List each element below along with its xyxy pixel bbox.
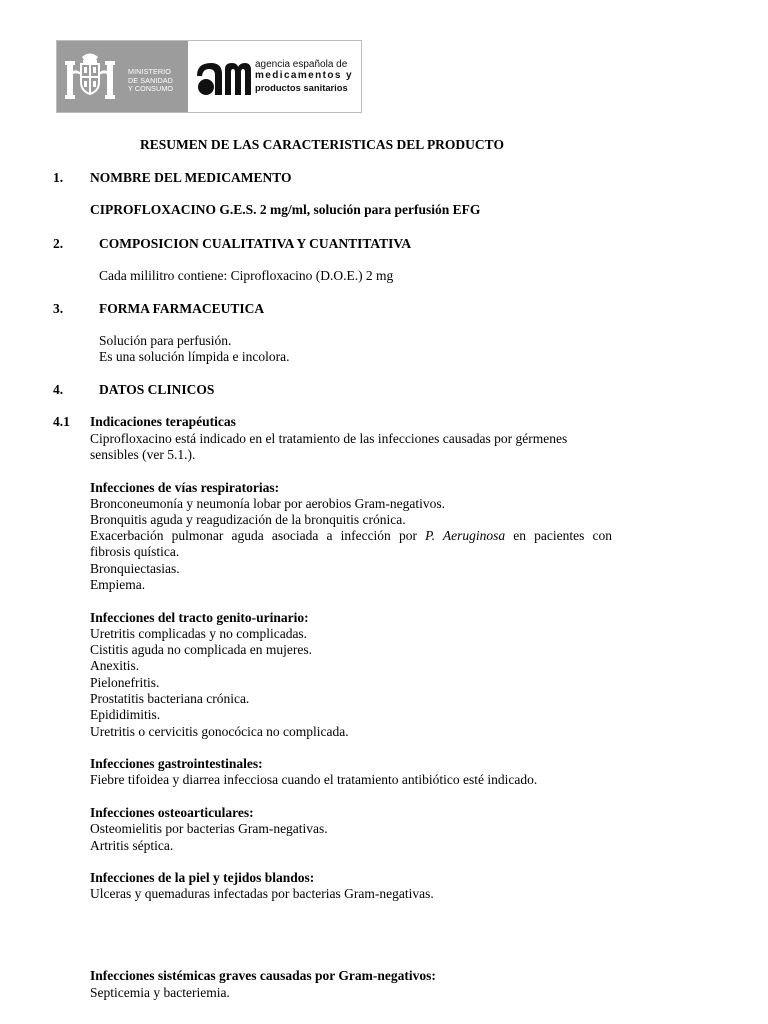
agency-name	[255, 59, 353, 93]
text-run: Exacerbación pulmonar aguda asociada a infección por	[90, 528, 417, 543]
indication-item: Cistitis aguda no complicada en mujeres.	[90, 642, 312, 657]
aemps-logo-icon	[194, 57, 252, 97]
indication-item: Anexitis.	[90, 658, 140, 673]
indication-item: Ulceras y quemaduras infectadas por bacterias Gram-negativas.	[90, 886, 434, 901]
indication-item: Pielonefritis.	[90, 675, 160, 690]
section-number: 4.	[53, 382, 64, 397]
indication-item: Empiema.	[90, 577, 146, 592]
ministry-name	[128, 68, 188, 94]
agency-logo-banner	[56, 40, 362, 113]
indication-item: fibrosis quística.	[90, 544, 180, 559]
indication-item: Uretritis o cervicitis gonocócica no complicada.	[90, 724, 349, 739]
agency-line: productos sanitarios	[255, 81, 348, 93]
indication-item: Prostatitis bacteriana crónica.	[90, 691, 250, 706]
subsection-heading: Indicaciones terapéuticas	[90, 414, 236, 429]
subsection-number: 4.1	[53, 414, 70, 429]
body-line: Ciprofloxacino está indicado en el tratamiento de las infecciones causadas por gérmenes	[90, 431, 568, 446]
section-heading: DATOS CLINICOS	[99, 382, 215, 397]
ministry-logo	[57, 41, 188, 112]
indication-heading: Infecciones de vías respiratorias:	[90, 480, 280, 495]
section-heading: FORMA FARMACEUTICA	[99, 301, 265, 316]
body-line: Es una solución límpida e incolora.	[99, 349, 290, 364]
text-run: en pacientes con	[513, 528, 613, 543]
indication-heading: Infecciones gastrointestinales:	[90, 756, 263, 771]
indication-item: Bronconeumonía y neumonía lobar por aerobios Gram-negativos.	[90, 496, 446, 511]
indication-item	[90, 528, 612, 544]
indication-item: Epididimitis.	[90, 707, 161, 722]
organism-name: P. Aeruginosa	[425, 528, 506, 543]
agency-line: medicamentos y	[255, 70, 353, 82]
composition-text: Cada mililitro contiene: Ciprofloxacino (D.O.E.) 2 mg	[99, 268, 394, 283]
coat-of-arms-icon	[65, 49, 115, 105]
section-number: 2.	[53, 236, 64, 251]
ministry-line: Y CONSUMO	[128, 84, 174, 94]
indication-item: Bronquiectasias.	[90, 561, 180, 576]
section-number: 1.	[53, 170, 64, 185]
indication-item: Bronquitis aguda y reagudización de la bronquitis crónica.	[90, 512, 406, 527]
body-line: Solución para perfusión.	[99, 333, 232, 348]
indication-heading: Infecciones de la piel y tejidos blandos:	[90, 870, 315, 885]
body-line: sensibles (ver 5.1.).	[90, 447, 196, 462]
indication-item: Septicemia y bacteriemia.	[90, 985, 230, 1000]
ministry-line: DE SANIDAD	[128, 75, 173, 85]
indication-item: Fiebre tifoidea y diarrea infecciosa cuando el tratamiento antibiótico esté indicado.	[90, 772, 538, 787]
ministry-line: MINISTERIO	[128, 67, 171, 76]
indication-item: Uretritis complicadas y no complicadas.	[90, 626, 308, 641]
section-number: 3.	[53, 301, 64, 316]
indication-item: Artritis séptica.	[90, 838, 174, 853]
indication-heading: Infecciones sistémicas graves causadas por Gram-negativos:	[90, 968, 436, 983]
document-title: RESUMEN DE LAS CARACTERISTICAS DEL PRODUCTO	[140, 137, 504, 152]
agency-line: agencia española de	[255, 59, 348, 70]
product-name: CIPROFLOXACINO G.E.S. 2 mg/ml, solución para perfusión EFG	[90, 202, 481, 217]
indication-heading: Infecciones del tracto genito-urinario:	[90, 610, 309, 625]
section-heading: COMPOSICION CUALITATIVA Y CUANTITATIVA	[99, 236, 412, 251]
indication-heading: Infecciones osteoarticulares:	[90, 805, 254, 820]
section-heading: NOMBRE DEL MEDICAMENTO	[90, 170, 292, 185]
indication-item: Osteomielitis por bacterias Gram-negativas.	[90, 821, 328, 836]
